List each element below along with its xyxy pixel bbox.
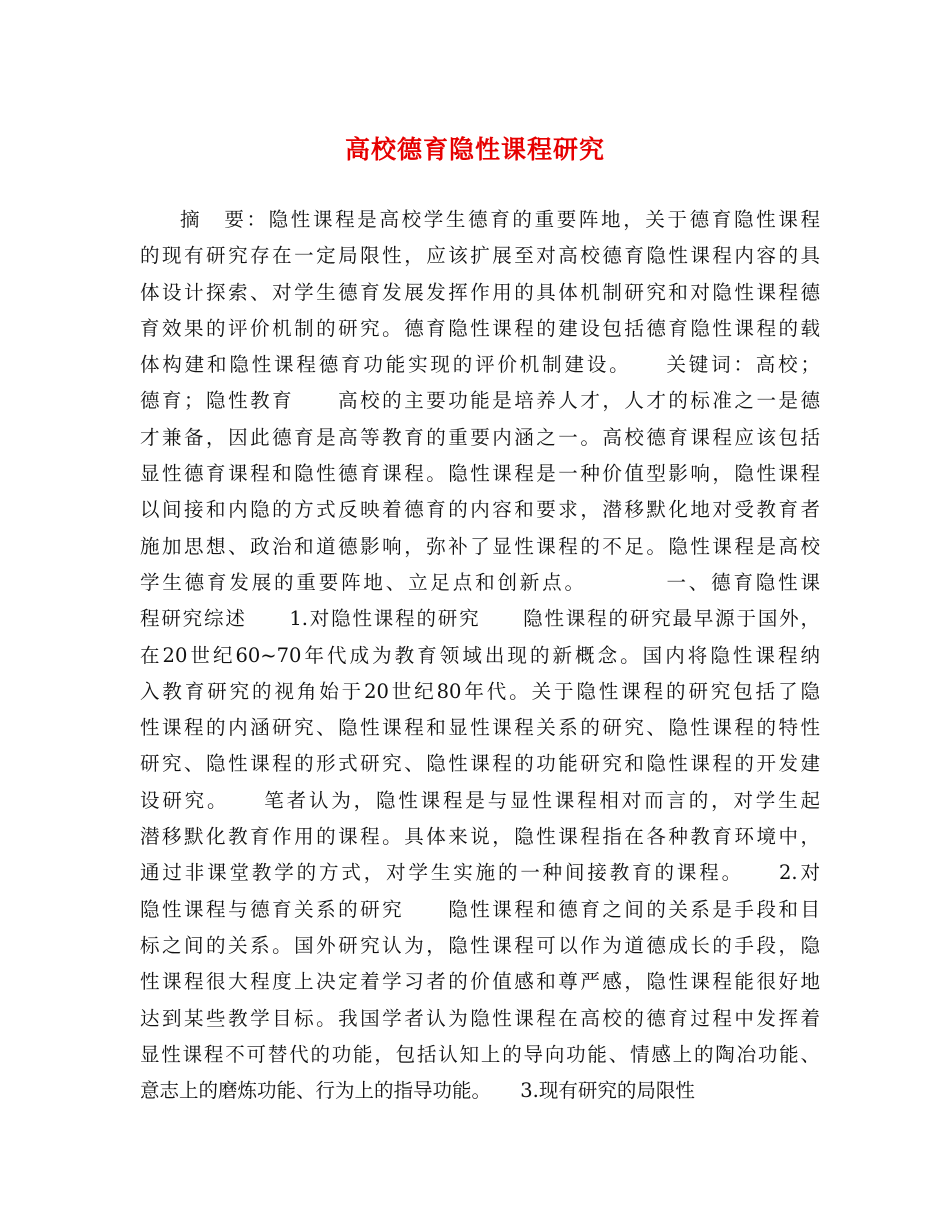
body-line: 性课程很大程度上决定着学习者的价值感和尊严感，隐性课程能很好地	[140, 970, 820, 994]
body-line: 达到某些教学目标。我国学者认为隐性课程在高校的德育过程中发挥着	[140, 1006, 820, 1030]
body-line: 在20世纪60~70年代成为教育领域出现的新概念。国内将隐性课程纳	[140, 643, 820, 667]
body-line: 施加思想、政治和道德影响，弥补了显性课程的不足。隐性课程是高校	[140, 534, 820, 558]
body-line: 显性德育课程和隐性德育课程。隐性课程是一种价值型影响，隐性课程	[140, 462, 820, 486]
body-line: 意志上的磨炼功能、行为上的指导功能。 3.现有研究的局限性	[140, 1079, 695, 1103]
body-line: 摘 要：隐性课程是高校学生德育的重要阵地，关于德育隐性课程	[180, 208, 820, 231]
body-line: 设研究。 笔者认为，隐性课程是与显性课程相对而言的，对学生起	[140, 788, 820, 812]
document-title: 高校德育隐性课程研究	[344, 135, 605, 164]
body-line: 隐性课程与德育关系的研究 隐性课程和德育之间的关系是手段和目	[140, 897, 820, 921]
body-line: 入教育研究的视角始于20世纪80年代。关于隐性课程的研究包括了隐	[140, 679, 820, 703]
body-line: 体设计探索、对学生德育发展发挥作用的具体机制研究和对隐性课程德	[140, 280, 820, 304]
body-line: 标之间的关系。国外研究认为，隐性课程可以作为道德成长的手段，隐	[140, 933, 820, 957]
body-line: 研究、隐性课程的形式研究、隐性课程的功能研究和隐性课程的开发建	[140, 752, 820, 776]
body-line: 程研究综述 1.对隐性课程的研究 隐性课程的研究最早源于国外，	[140, 607, 820, 631]
body-line: 通过非课堂教学的方式，对学生实施的一种间接教育的课程。 2.对	[140, 861, 820, 885]
body-line: 性课程的内涵研究、隐性课程和显性课程关系的研究、隐性课程的特性	[140, 716, 820, 740]
body-line: 显性课程不可替代的功能，包括认知上的导向功能、情感上的陶冶功能、	[140, 1042, 820, 1066]
body-line: 学生德育发展的重要阵地、立足点和创新点。 一、德育隐性课	[140, 570, 820, 594]
body-line: 体构建和隐性课程德育功能实现的评价机制建设。 关键词：高校；	[140, 353, 820, 377]
document-body	[140, 202, 820, 1109]
body-line: 德育；隐性教育 高校的主要功能是培养人才，人才的标准之一是德	[140, 389, 820, 413]
body-line: 以间接和内隐的方式反映着德育的内容和要求，潜移默化地对受教育者	[140, 498, 820, 522]
body-line: 育效果的评价机制的研究。德育隐性课程的建设包括德育隐性课程的载	[140, 316, 820, 340]
body-line: 才兼备，因此德育是高等教育的重要内涵之一。高校德育课程应该包括	[140, 425, 820, 449]
body-line: 的现有研究存在一定局限性，应该扩展至对高校德育隐性课程内容的具	[140, 244, 820, 268]
body-line: 潜移默化教育作用的课程。具体来说，隐性课程指在各种教育环境中，	[140, 825, 820, 849]
